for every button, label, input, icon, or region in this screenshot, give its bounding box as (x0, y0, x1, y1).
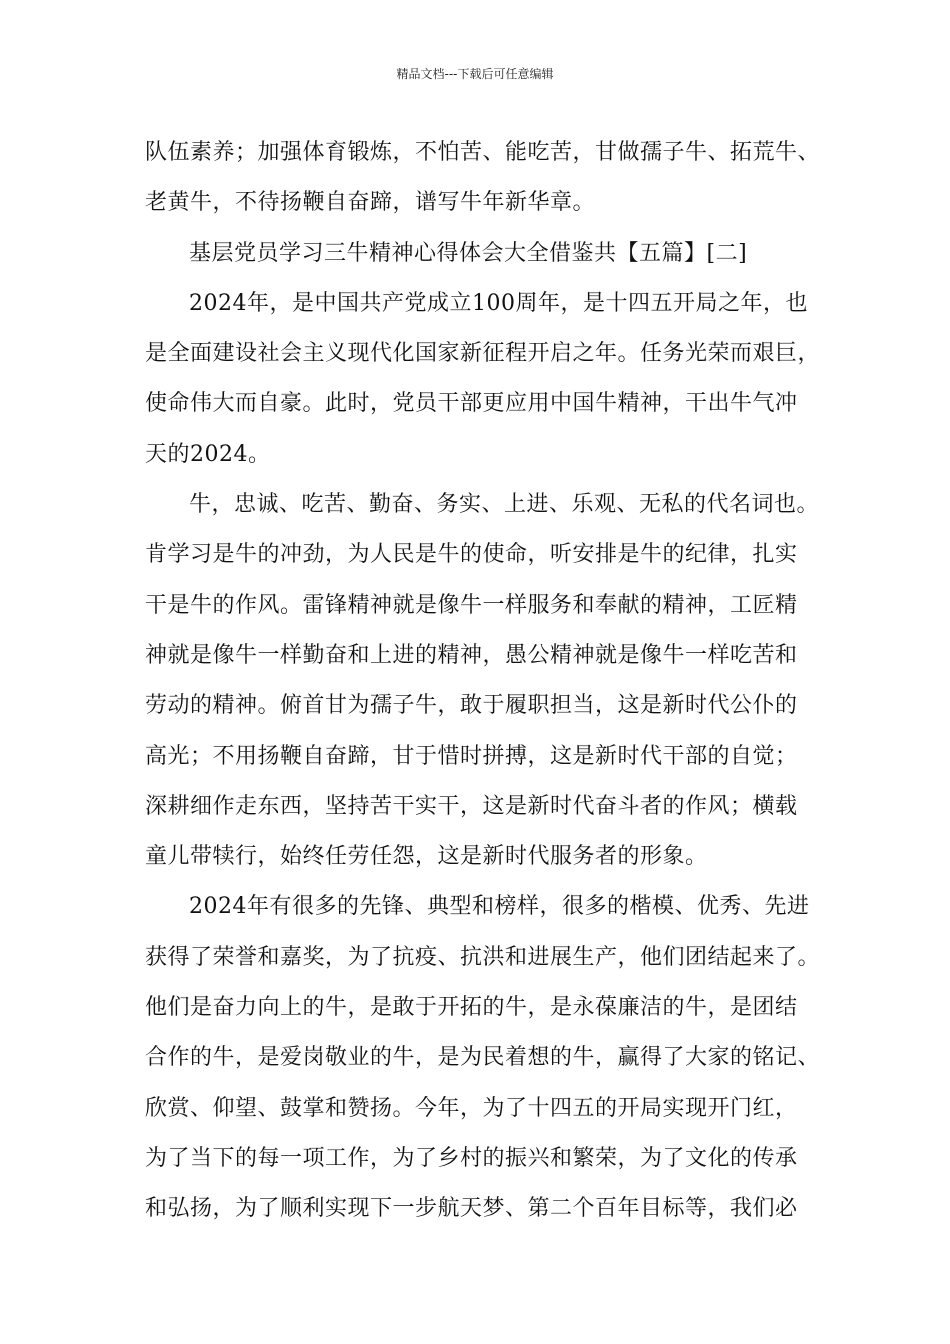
text-line: 和弘扬，为了顺利实现下一步航天梦、第二个百年目标等，我们必 (145, 1196, 798, 1222)
text-line: 队伍素养；加强体育锻炼，不怕苦、能吃苦，甘做孺子牛、拓荒牛、 (145, 140, 821, 165)
text-line: 合作的牛，是爱岗敬业的牛，是为民着想的牛，赢得了大家的铭记、 (145, 1045, 821, 1071)
text-line: 童儿带犊行，始终任劳任怨，这是新时代服务者的形象。 (145, 844, 708, 870)
text-line: 天的2024。 (145, 441, 271, 467)
text-line: 使命伟大而自豪。此时，党员干部更应用中国牛精神，干出牛气冲 (145, 391, 798, 417)
text-line: 高光；不用扬鞭自奋蹄，甘于惜时拼搏，这是新时代干部的自觉； (145, 743, 798, 769)
text-line: 深耕细作走东西，坚持苦干实干，这是新时代奋斗者的作风；横载 (145, 793, 798, 819)
text-line: 为了当下的每一项工作，为了乡村的振兴和繁荣，为了文化的传承 (145, 1145, 798, 1171)
text-line: 获得了荣誉和嘉奖，为了抗疫、抗洪和进展生产，他们团结起来了。 (145, 944, 821, 970)
text-line: 是全面建设社会主义现代化国家新征程开启之年。任务光荣而艰巨， (145, 341, 821, 367)
page-header: 精品文档---下载后可任意编辑 (396, 67, 554, 81)
text-line: 干是牛的作风。雷锋精神就是像牛一样服务和奉献的精神，工匠精 (145, 592, 798, 618)
section-heading: 基层党员学习三牛精神心得体会大全借鉴共【五篇】[二] (189, 240, 748, 266)
text-line: 牛，忠诚、吃苦、勤奋、务实、上进、乐观、无私的代名词也。 (189, 492, 820, 518)
text-line: 劳动的精神。俯首甘为孺子牛，敢于履职担当，这是新时代公仆的 (145, 693, 798, 719)
document-body (145, 128, 835, 1235)
text-line: 欣赏、仰望、鼓掌和赞扬。今年，为了十四五的开局实现开门红， (145, 1095, 798, 1121)
text-line: 肯学习是牛的冲劲，为人民是牛的使命，听安排是牛的纪律，扎实 (145, 542, 798, 568)
text-line: 2024年，是中国共产党成立100周年，是十四五开局之年，也 (189, 290, 808, 316)
text-line: 老黄牛，不待扬鞭自奋蹄，谱写牛年新华章。 (145, 190, 596, 216)
text-line: 他们是奋力向上的牛，是敢于开拓的牛，是永葆廉洁的牛，是团结 (145, 995, 798, 1021)
text-line: 2024年有很多的先锋、典型和榜样，很多的楷模、优秀、先进 (189, 894, 810, 920)
text-line: 神就是像牛一样勤奋和上进的精神，愚公精神就是像牛一样吃苦和 (145, 642, 798, 668)
